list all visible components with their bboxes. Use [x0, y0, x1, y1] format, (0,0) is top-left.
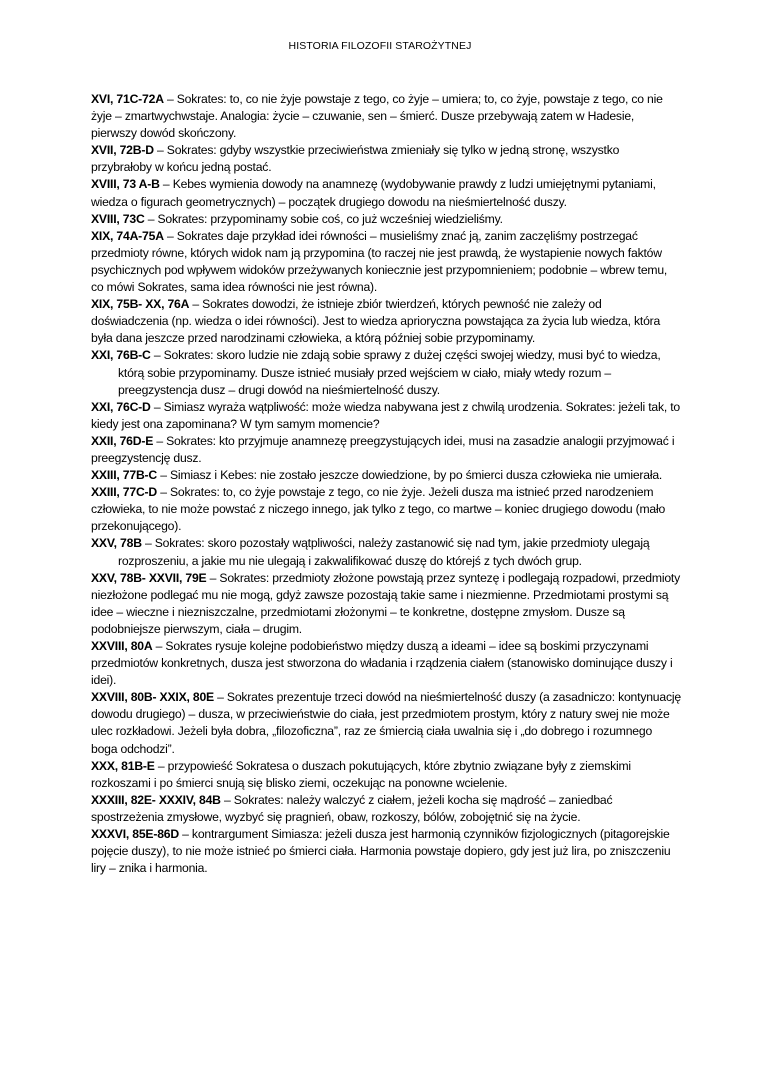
entry-text: – Sokrates rysuje kolejne podobieństwo między duszą a ideami – idee są boskimi przyczynami przedmiotów konkretnych, dusza jest stworzona do władania i rządzenia ciałem (stanowisko dominujące duszy i idei). — [91, 639, 673, 688]
entry-paragraph — [91, 399, 681, 433]
document-body — [91, 91, 681, 877]
entry-text: – Sokrates dowodzi, że istnieje zbiór twierdzeń, których pewność nie zależy od doświadczenia (np. wiedza o idei równości). Jest to wiedza aprioryczna powstająca za życia lub wiedza, która była dana jeszcze przed narodzinami człowieka, a którą później sobie przypominamy. — [91, 297, 661, 346]
entry-text: – Sokrates: należy walczyć z ciałem, jeżeli kocha się mądrość – zaniedbać spostrzeżenia zmysłowe, wyzbyć się pragnień, obaw, rozkoszy, bólów, zobojętnić się na życie. — [91, 792, 613, 824]
entry-reference: XXV, 78B- XXVII, 79E — [91, 570, 207, 585]
entry-paragraph — [91, 211, 681, 228]
entry-paragraph — [91, 467, 681, 484]
entry-paragraph — [91, 347, 681, 398]
entry-reference: XVIII, 73C — [91, 211, 145, 226]
entry-reference: XIX, 75B- XX, 76A — [91, 297, 190, 312]
entry-text: – Sokrates daje przykład idei równości – musieliśmy znać ją, zanim zaczęliśmy postrzegać przedmioty równe, których widok nam ją przypomina (to raczej nie jest prawdą, że wystapienie nowych faktów psychicznych pod wpływem widoków przeżywanych koniecznie jest przypomnieniem; podobnie – wbrew temu, co mówi Sokrates, sama idea równości nie jest równa). — [91, 228, 668, 295]
entry-reference: XXIII, 77C-D — [91, 485, 158, 500]
entry-reference: XXI, 76C-D — [91, 399, 151, 414]
entry-text: – Sokrates: gdyby wszystkie przeciwieństwa zmieniały się tylko w jedną stronę, wszystko przybrałoby w końcu jedną postać. — [91, 143, 620, 175]
entry-paragraph — [91, 296, 681, 347]
entry-text: – Simiasz i Kebes: nie zostało jeszcze dowiedzione, by po śmierci dusza człowieka nie umierała. — [157, 468, 663, 483]
entry-reference: XXIII, 77B-C — [91, 468, 158, 483]
entry-paragraph — [91, 758, 681, 792]
entry-paragraph — [91, 792, 681, 826]
entry-paragraph — [91, 142, 681, 176]
entry-paragraph — [91, 228, 681, 296]
entry-text: – Sokrates: przedmioty złożone powstają przez syntezę i podlegają rozpadowi, przedmioty niezłożone podlegać mu nie mogą, gdyż zawsze pozostają takie same i niezmienne. Przedmiotami prostymi są idee – wieczne i niezniszczalne, przedmiotami złożonymi – te konkretne, dostępne zmysłom. Dusze są podobniejsze pierwszym, ciała – drugim. — [91, 570, 681, 636]
entry-reference: XXV, 78B — [91, 536, 142, 551]
entry-text: – Sokrates: kto przyjmuje anamnezę preegzystujących idei, musi na zasadzie analogii przyjmować i preegzystencję dusz. — [91, 433, 675, 465]
entry-reference: XXII, 76D-E — [91, 433, 154, 448]
entry-reference: XXXVI, 85E-86D — [91, 827, 179, 842]
entry-text: – Sokrates: to, co nie żyje powstaje z tego, co żyje – umiera; to, co żyje, powstaje z tego, co nie żyje – zmartwychwstaje. Analogia: życie – czuwanie, sen – śmierć. Dusze przebywają zatem w Hadesie, pierwszy dowód skończony. — [91, 92, 663, 141]
entry-text: – Simiasz wyraża wątpliwość: może wiedza nabywana jest z chwilą urodzenia. Sokrates: jeżeli tak, to kiedy jest ona zapominana? W tym samym momencie? — [91, 399, 680, 431]
entry-reference: XVII, 72B-D — [91, 143, 154, 158]
entry-reference: XXVIII, 80B- XXIX, 80E — [91, 690, 214, 705]
entry-paragraph — [91, 570, 681, 638]
entry-paragraph — [91, 484, 681, 535]
entry-text: – kontrargument Simiasza: jeżeli dusza jest harmonią czynników fizjologicznych (pitagorejskie pojęcie duszy), to nie może istnieć po śmierci ciała. Harmonia powstaje dopiero, gdy jest już lira, po zniszczeniu liry – znika i harmonia. — [91, 827, 671, 876]
entry-paragraph — [91, 638, 681, 689]
entry-reference: XXX, 81B-E — [91, 758, 155, 773]
entry-reference: XXI, 76B-C — [91, 348, 151, 363]
entry-reference: XVI, 71C-72A — [91, 92, 164, 106]
entry-reference: XXXIII, 82E- XXXIV, 84B — [91, 792, 221, 807]
page-header: HISTORIA FILOZOFII STAROŻYTNEJ — [288, 40, 472, 52]
entry-text: – Kebes wymienia dowody na anamnezę (wydobywanie prawdy z ludzi umiejętnymi pytaniami, wiedza o figurach geometrycznych) – początek drugiego dowodu na nieśmiertelność duszy. — [91, 177, 656, 209]
entry-paragraph — [91, 689, 681, 757]
entry-paragraph — [91, 176, 681, 210]
entry-reference: XVIII, 73 A-B — [91, 177, 160, 192]
entry-paragraph — [91, 535, 681, 569]
entry-paragraph — [91, 433, 681, 467]
entry-text: – Sokrates: to, co żyje powstaje z tego, co nie żyje. Jeżeli dusza ma istnieć przed narodzeniem człowieka, to nie może powstać z niczego innego, jak tylko z tego, co martwe – koniec drugiego dowodu (mało przekonującego). — [91, 485, 666, 534]
entry-paragraph — [91, 826, 681, 877]
entry-text: – Sokrates prezentuje trzeci dowód na nieśmiertelność duszy (a zasadniczo: kontynuację dowodu drugiego) – dusza, w przeciwieństwie do ciała, jest przedmiotem prostym, który z natury swej nie może ulec rozkładowi. Jeżeli była dobra, „filozoficzna”, raz ze śmiercią ciała uwalnia się i „do dobrego i rozumnego boga odchodzi”. — [91, 690, 681, 756]
entry-text: – Sokrates: skoro pozostały wątpliwości, należy zastanowić się nad tym, jakie przedmioty ulegają rozproszeniu, a jakie mu nie ulegają i zakwalifikować duszę do którejś z tych dwóch grup. — [118, 536, 650, 568]
entry-text: – Sokrates: skoro ludzie nie zdają sobie sprawy z dużej części swojej wiedzy, musi być to wiedza, którą sobie przypominamy. Dusze istnieć musiały przed wejściem w ciało, miały wtedy rozum – preegzystencja dusz – drugi dowód na nieśmiertelność duszy. — [118, 348, 661, 397]
entry-reference: XXVIII, 80A — [91, 639, 153, 653]
entry-text: – Sokrates: przypominamy sobie coś, co już wcześniej wiedzieliśmy. — [144, 211, 503, 226]
entry-paragraph — [91, 91, 681, 142]
entry-reference: XIX, 74A-75A — [91, 228, 164, 243]
entry-text: – przypowieść Sokratesa o duszach pokutujących, które zbytnio związane były z ziemskimi rozkoszami i po śmierci snują się blisko ziemi, oczekując na ponowne wcielenie. — [91, 758, 631, 790]
